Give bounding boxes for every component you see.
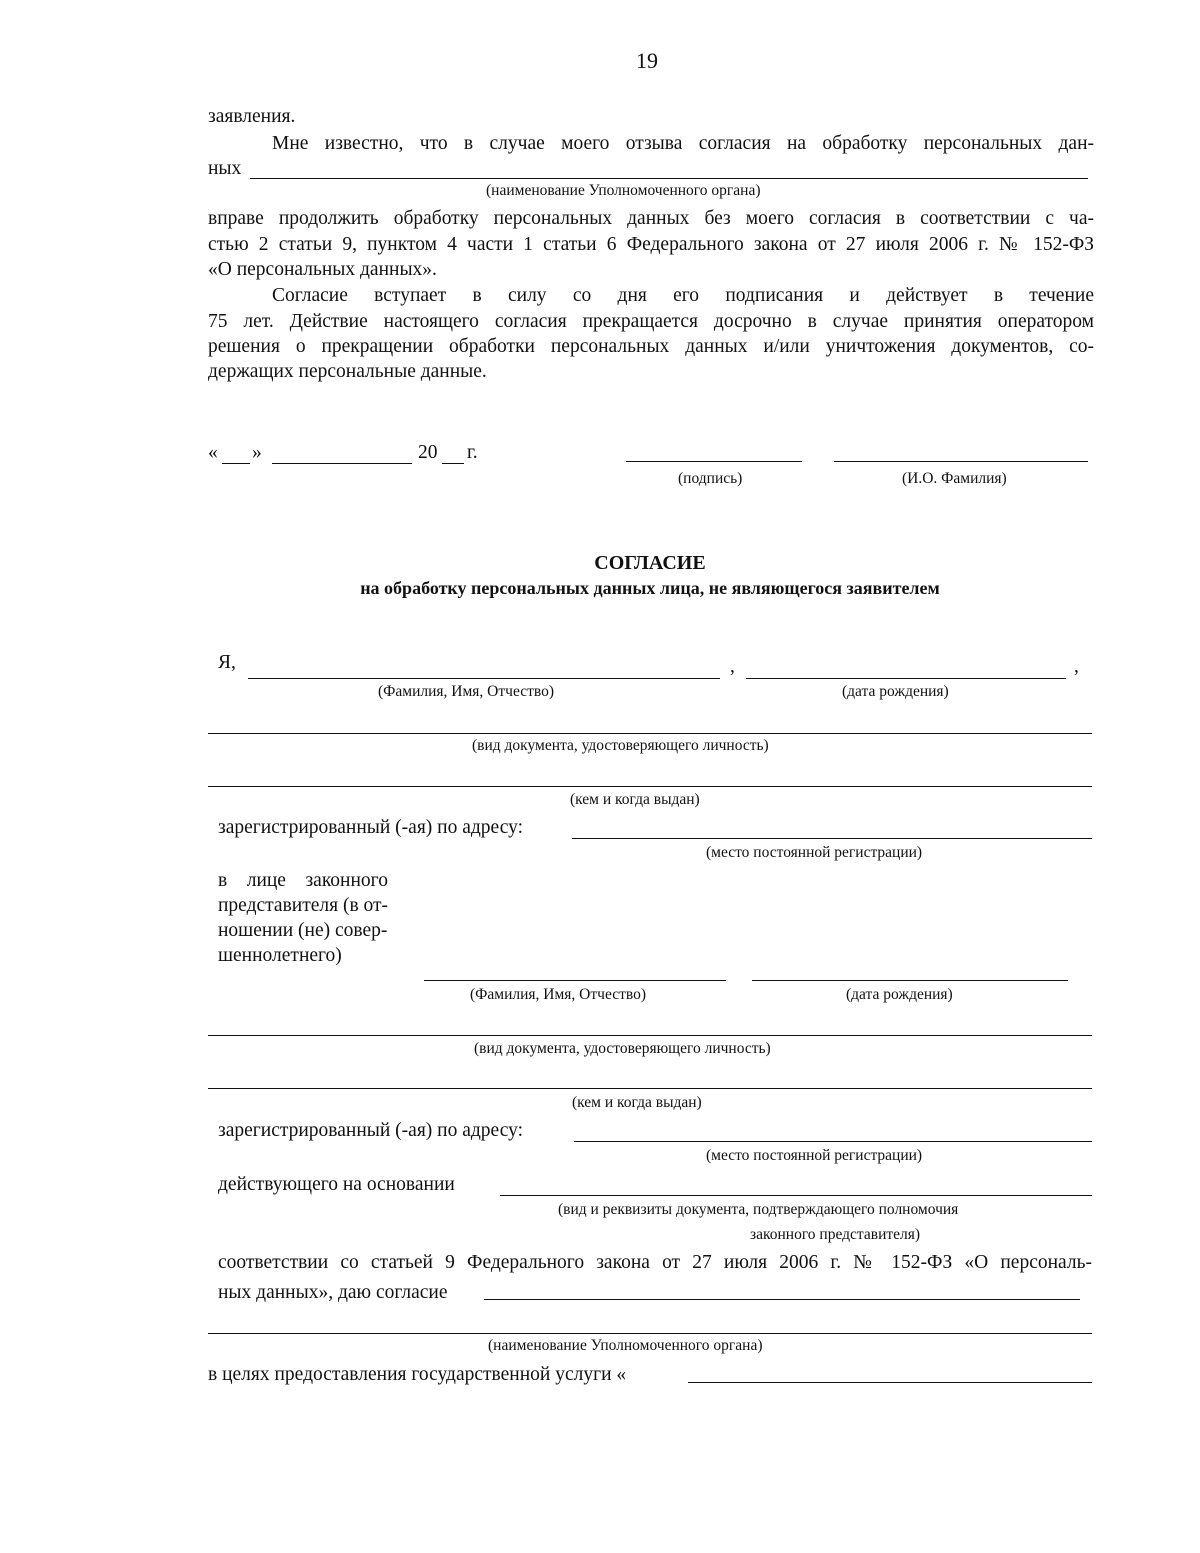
caption-issued: (кем и когда выдан) [570,791,700,808]
caption-address-2: (место постоянной регистрации) [706,1147,923,1164]
caption-id-doc: (вид документа, удостоверяющего личность) [472,737,769,754]
label-representative: шеннолетнего) [218,945,342,966]
caption-fio: (Фамилия, Имя, Отчество) [378,683,554,700]
form-title: СОГЛАСИЕ [594,552,706,574]
caption-issued-2: (кем и когда выдан) [572,1094,702,1111]
blank-authority [500,1195,1092,1196]
label-registered-2: зарегистрированный (-ая) по адресу: [218,1120,524,1141]
form-subtitle: на обработку персональных данных лица, не являющегося заявителем [360,578,940,598]
blank-month [272,463,412,464]
label-representative: представителя (в от- [218,895,389,916]
text-line: решения о прекращении обработки персональных данных и/или уничтожения документов, со- [208,336,1094,357]
text-line: вправе продолжить обработку персональных данных без моего согласия в соответствии с ча- [208,208,1094,229]
blank-dob [746,678,1066,679]
blank-signature [626,461,802,462]
text-line: «О персональных данных». [208,259,437,280]
text-line: 75 лет. Действие настоящего согласия прекращается досрочно в случае принятия оператором [208,311,1094,332]
blank-id-doc-2 [208,1035,1092,1036]
caption-dob: (дата рождения) [842,683,949,700]
blank-dob-2 [752,980,1068,981]
caption-id-doc-2: (вид документа, удостоверяющего личность) [474,1040,771,1057]
page-number: 19 [636,48,658,73]
text-line: ных [208,158,242,179]
label-representative: ношении (не) совер- [218,920,388,941]
blank-consent-org [484,1299,1080,1300]
caption-name: (И.О. Фамилия) [902,470,1007,487]
blank-id-doc [208,733,1092,734]
caption-org-2: (наименование Уполномоченного органа) [488,1337,763,1354]
blank-service [688,1382,1092,1383]
text-line: ных данных», даю согласие [218,1282,448,1303]
blank-name [834,461,1088,462]
blank-fio-2 [424,980,726,981]
label-representative: в лице законного [218,870,388,891]
label-ya: Я, [218,652,236,673]
comma: , [1074,656,1079,677]
text-line: держащих персональные данные. [208,361,487,382]
caption-address: (место постоянной регистрации) [706,844,923,861]
blank-issued-2 [208,1088,1092,1089]
text-line: в целях предоставления государственной услуги « [208,1364,627,1385]
text-line: заявления. [208,106,296,127]
blank-year [442,463,464,464]
caption-authority: (вид и реквизиты документа, подтверждающего полномочия [558,1201,959,1218]
date-g: г. [467,442,478,463]
blank-address-2 [574,1141,1092,1142]
text-line: соответствии со статьей 9 Федерального закона от 27 июля 2006 г. № 152-ФЗ «О персональ- [218,1252,1092,1273]
blank-issued [208,786,1092,787]
date-year: 20 [418,442,438,463]
caption-dob-2: (дата рождения) [846,986,953,1003]
label-registered: зарегистрированный (-ая) по адресу: [218,817,524,838]
caption-authority: законного представителя) [750,1226,921,1243]
blank-fio [248,678,720,679]
blank-day [222,463,250,464]
caption-signature: (подпись) [678,470,743,487]
blank-address [572,838,1092,839]
comma: , [730,656,735,677]
caption-fio-2: (Фамилия, Имя, Отчество) [470,986,646,1003]
date-quote-open: « [208,442,218,463]
blank-org [208,1333,1092,1334]
text-line: стью 2 статьи 9, пунктом 4 части 1 статьи 6 Федерального закона от 27 июля 2006 г. № 152-ФЗ [208,234,1094,255]
label-acting: действующего на основании [218,1174,455,1195]
text-line: Мне известно, что в случае моего отзыва согласия на обработку персональных дан- [272,133,1094,154]
text-line: Согласие вступает в силу со дня его подписания и действует в течение [272,285,1094,306]
date-quote-close: » [252,442,262,463]
blank-line-org [250,178,1088,179]
caption-org: (наименование Уполномоченного органа) [486,182,761,199]
